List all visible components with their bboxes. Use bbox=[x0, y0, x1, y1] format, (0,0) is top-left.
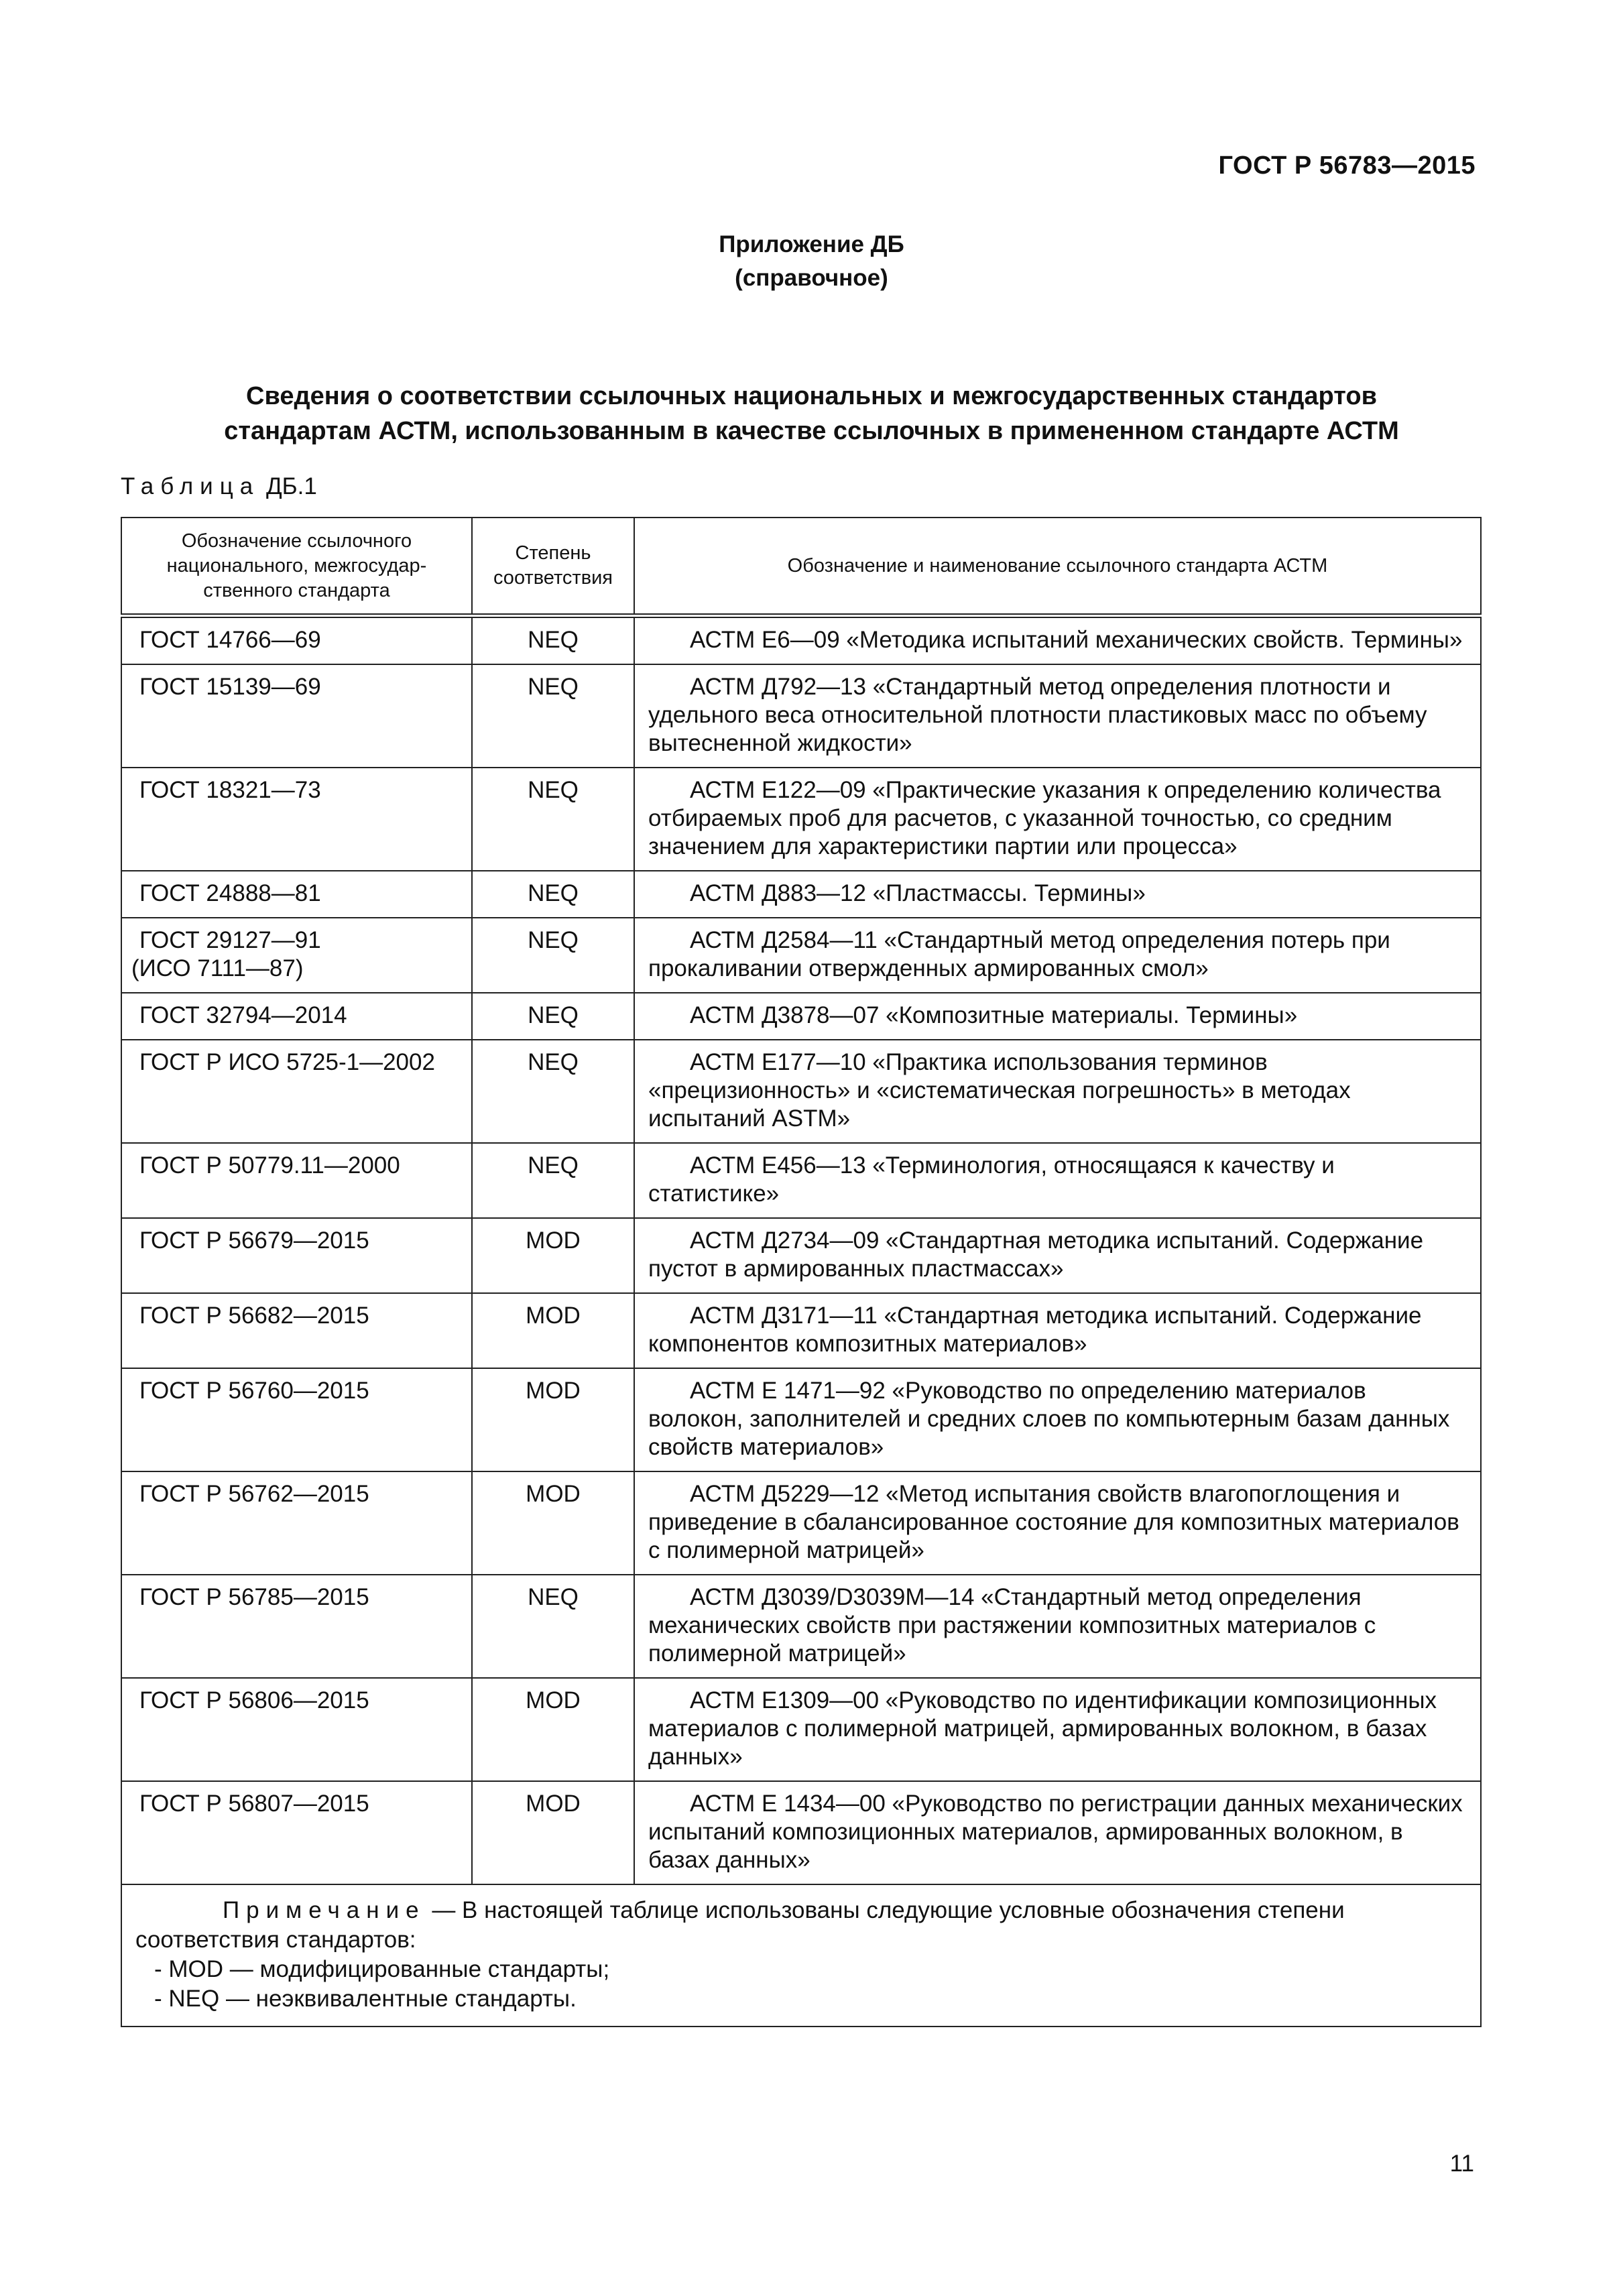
national-standard-code: ГОСТ Р 56682—2015 bbox=[139, 1303, 369, 1329]
national-standard-code: ГОСТ Р 56785—2015 bbox=[139, 1584, 369, 1610]
note-text: — В настоящей таблице использованы следующие условные обозначения степени соответствия стандартов: bbox=[135, 1897, 1345, 1953]
national-standard-code: ГОСТ Р 56807—2015 bbox=[139, 1791, 369, 1817]
national-standard-code: ГОСТ Р ИСО 5725-1—2002 bbox=[139, 1049, 435, 1075]
appendix-title-block bbox=[0, 228, 1623, 295]
astm-standard-cell bbox=[634, 871, 1481, 918]
national-standard-cell bbox=[121, 1678, 472, 1781]
table-row bbox=[121, 1293, 1481, 1368]
astm-standard-cell bbox=[634, 1471, 1481, 1575]
astm-standard-cell bbox=[634, 918, 1481, 993]
astm-standard-title: АСТМ Д2734—09 «Стандартная методика испытаний. Содержание пустот в армированных пластмассах» bbox=[648, 1227, 1424, 1282]
table-row bbox=[121, 1575, 1481, 1678]
table-row bbox=[121, 1040, 1481, 1143]
astm-standard-cell bbox=[634, 1678, 1481, 1781]
table-row bbox=[121, 616, 1481, 665]
degree-cell: NEQ bbox=[472, 616, 634, 665]
astm-standard-cell bbox=[634, 1781, 1481, 1884]
national-standard-code: ГОСТ 24888—81 bbox=[139, 880, 321, 906]
national-standard-code: ГОСТ 15139—69 bbox=[139, 674, 321, 700]
national-standard-cell bbox=[121, 1040, 472, 1143]
table-note-row bbox=[121, 1884, 1481, 2027]
national-standard-cell bbox=[121, 993, 472, 1040]
note-item-neq: - NEQ — неэквивалентные стандарты. bbox=[154, 1986, 577, 2012]
table-row bbox=[121, 1218, 1481, 1293]
national-standard-cell bbox=[121, 918, 472, 993]
national-standard-cell bbox=[121, 1293, 472, 1368]
table-caption-number: ДБ.1 bbox=[265, 473, 317, 499]
note-item-mod: - MOD — модифицированные стандарты; bbox=[154, 1956, 610, 1982]
table-row bbox=[121, 1368, 1481, 1471]
degree-cell: MOD bbox=[472, 1218, 634, 1293]
table-row bbox=[121, 768, 1481, 871]
table-note bbox=[121, 1884, 1481, 2027]
degree-cell: NEQ bbox=[472, 768, 634, 871]
national-standard-cell bbox=[121, 1575, 472, 1678]
national-standard-cell bbox=[121, 1471, 472, 1575]
astm-standard-cell bbox=[634, 1368, 1481, 1471]
astm-standard-title: АСТМ Д3171—11 «Стандартная методика испытаний. Содержание компонентов композитных материалов» bbox=[648, 1303, 1422, 1357]
national-standard-code: ГОСТ 14766—69 bbox=[139, 627, 321, 653]
degree-cell: NEQ bbox=[472, 871, 634, 918]
national-standard-cell bbox=[121, 768, 472, 871]
degree-cell: NEQ bbox=[472, 1575, 634, 1678]
astm-standard-cell bbox=[634, 664, 1481, 768]
table-row bbox=[121, 1678, 1481, 1781]
astm-standard-title: АСТМ Д2584—11 «Стандартный метод определения потерь при прокаливании отвержденных армированных смол» bbox=[648, 927, 1390, 981]
astm-standard-title: АСТМ Д3878—07 «Композитные материалы. Термины» bbox=[690, 1002, 1298, 1028]
astm-standard-cell bbox=[634, 1293, 1481, 1368]
page-number: 11 bbox=[1449, 2151, 1474, 2177]
national-standard-code: ГОСТ Р 56806—2015 bbox=[139, 1687, 369, 1713]
appendix-subtitle: (справочное) bbox=[735, 265, 888, 291]
national-standard-code: ГОСТ Р 56762—2015 bbox=[139, 1481, 369, 1507]
section-heading bbox=[0, 379, 1623, 448]
degree-cell: NEQ bbox=[472, 993, 634, 1040]
national-standard-code: ГОСТ 18321—73 bbox=[139, 777, 321, 803]
astm-standard-cell bbox=[634, 616, 1481, 665]
table-row bbox=[121, 918, 1481, 993]
degree-cell: NEQ bbox=[472, 664, 634, 768]
table-row bbox=[121, 664, 1481, 768]
astm-standard-title: АСТМ Е 1434—00 «Руководство по регистрации данных механических испытаний композиционных материалов, армированных волокном, в базах данных» bbox=[648, 1791, 1463, 1873]
note-label: Примечание bbox=[223, 1897, 426, 1923]
national-standard-cell bbox=[121, 1781, 472, 1884]
degree-cell: MOD bbox=[472, 1368, 634, 1471]
astm-standard-title: АСТМ Е6—09 «Методика испытаний механических свойств. Термины» bbox=[690, 627, 1463, 653]
section-heading-line-2: стандартам АСТМ, использованным в качестве ссылочных в примененном стандарте АСТМ bbox=[224, 417, 1399, 445]
astm-standard-cell bbox=[634, 1575, 1481, 1678]
astm-standard-cell bbox=[634, 768, 1481, 871]
astm-standard-cell bbox=[634, 1143, 1481, 1218]
national-standard-code: ГОСТ Р 50779.11—2000 bbox=[139, 1152, 400, 1179]
national-standard-code: ГОСТ 32794—2014 bbox=[139, 1002, 347, 1028]
degree-cell: NEQ bbox=[472, 1143, 634, 1218]
national-standard-cell bbox=[121, 1368, 472, 1471]
degree-cell: MOD bbox=[472, 1781, 634, 1884]
national-standard-code: ГОСТ Р 56760—2015 bbox=[139, 1378, 369, 1404]
astm-standard-title: АСТМ Д3039/D3039M—14 «Стандартный метод определения механических свойств при растяжении композитных материалов с полимерной матрицей» bbox=[648, 1584, 1376, 1667]
standards-correspondence-table bbox=[121, 517, 1482, 2027]
table-caption-word: Таблица bbox=[121, 473, 260, 499]
table-row bbox=[121, 1781, 1481, 1884]
degree-cell: NEQ bbox=[472, 918, 634, 993]
astm-standard-title: АСТМ Е177—10 «Практика использования терминов «прецизионность» и «систематическая погрешность» в методах испытаний ASTM» bbox=[648, 1049, 1351, 1132]
appendix-title: Приложение ДБ bbox=[719, 231, 904, 257]
astm-standard-cell bbox=[634, 1040, 1481, 1143]
astm-standard-title: АСТМ Е456—13 «Терминология, относящаяся к качеству и статистике» bbox=[648, 1152, 1335, 1207]
astm-standard-title: АСТМ Е122—09 «Практические указания к определению количества отбираемых проб для расчетов, с указанной точностью, со средним значением для характеристики партии или процесса» bbox=[648, 777, 1441, 859]
document-code: ГОСТ Р 56783—2015 bbox=[1218, 152, 1476, 180]
national-standard-cell bbox=[121, 664, 472, 768]
column-header-astm-standard: Обозначение и наименование ссылочного стандарта АСТМ bbox=[634, 518, 1481, 616]
astm-standard-title: АСТМ Д792—13 «Стандартный метод определения плотности и удельного веса относительной плотности пластиковых масс по объему вытесненной жидкости» bbox=[648, 674, 1427, 756]
national-standard-cell bbox=[121, 1218, 472, 1293]
table-row bbox=[121, 871, 1481, 918]
national-standard-cell bbox=[121, 616, 472, 665]
degree-cell: NEQ bbox=[472, 1040, 634, 1143]
astm-standard-title: АСТМ Д883—12 «Пластмассы. Термины» bbox=[690, 880, 1146, 906]
degree-cell: MOD bbox=[472, 1471, 634, 1575]
astm-standard-title: АСТМ Е1309—00 «Руководство по идентификации композиционных материалов с полимерной матрицей, армированных волокном, в базах данных» bbox=[648, 1687, 1437, 1770]
national-standard-cell bbox=[121, 871, 472, 918]
national-standard-code: ГОСТ 29127—91 bbox=[139, 927, 321, 953]
national-standard-related-code: (ИСО 7111—87) bbox=[131, 955, 304, 981]
section-heading-line-1: Сведения о соответствии ссылочных национальных и межгосударственных стандартов bbox=[246, 382, 1377, 410]
degree-cell: MOD bbox=[472, 1293, 634, 1368]
column-header-degree: Степень соответствия bbox=[472, 518, 634, 616]
degree-cell: MOD bbox=[472, 1678, 634, 1781]
astm-standard-cell bbox=[634, 1218, 1481, 1293]
table-row bbox=[121, 993, 1481, 1040]
national-standard-code: ГОСТ Р 56679—2015 bbox=[139, 1227, 369, 1254]
astm-standard-title: АСТМ Е 1471—92 «Руководство по определению материалов волокон, заполнителей и средних слоев по компьютерным базам данных свойств материалов» bbox=[648, 1378, 1450, 1460]
table-header-row bbox=[121, 518, 1481, 616]
column-header-national-standard: Обозначение ссылочного национального, межгосудар-ственного стандарта bbox=[121, 518, 472, 616]
astm-standard-cell bbox=[634, 993, 1481, 1040]
table-caption bbox=[121, 473, 317, 500]
astm-standard-title: АСТМ Д5229—12 «Метод испытания свойств влагопоглощения и приведение в сбалансированное состояние для композитных материалов с полимерной матрицей» bbox=[648, 1481, 1459, 1563]
national-standard-cell bbox=[121, 1143, 472, 1218]
table-row bbox=[121, 1143, 1481, 1218]
table-row bbox=[121, 1471, 1481, 1575]
